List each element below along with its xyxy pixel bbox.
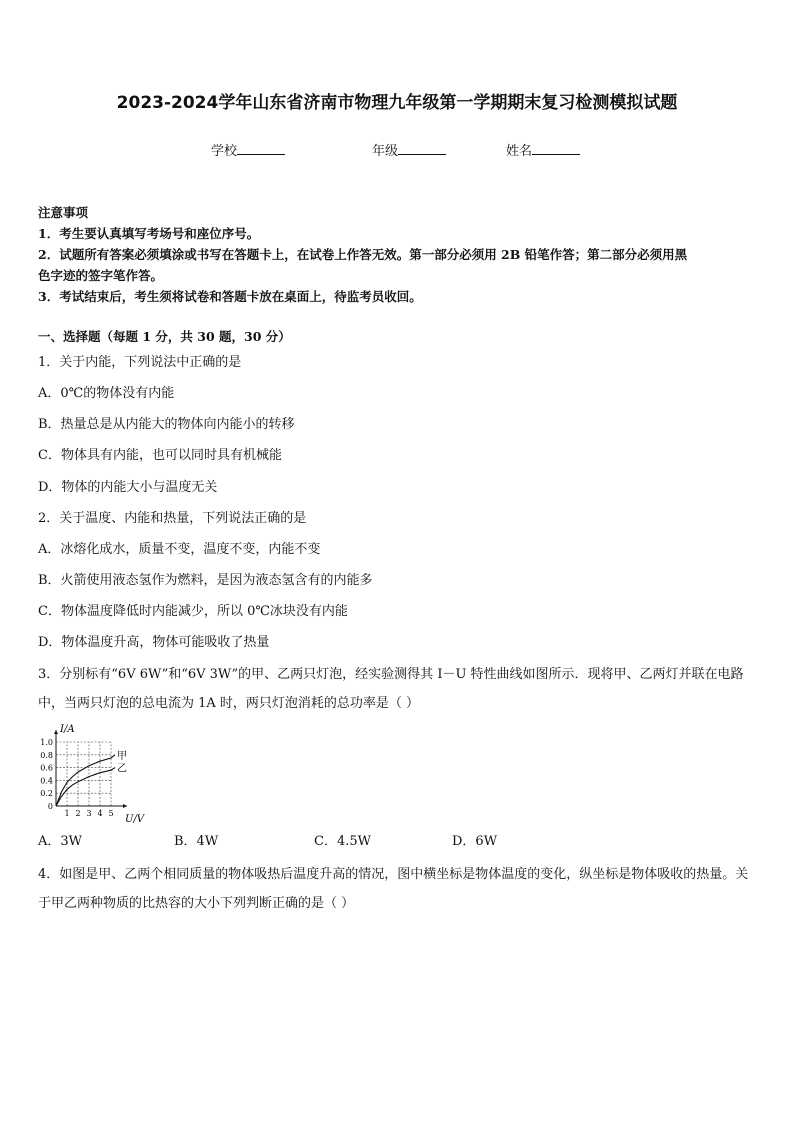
- grade-blank[interactable]: [398, 141, 446, 155]
- q1-stem: 1．关于内能，下列说法中正确的是: [38, 355, 242, 370]
- student-info-fields: [0, 140, 794, 160]
- name-blank[interactable]: [532, 141, 580, 155]
- notes-block: [38, 203, 760, 307]
- note-item-2-cont: 色字迹的签字笔作答。: [38, 268, 164, 283]
- note-item-1: 1．考生要认真填写考场号和座位序号。: [38, 226, 260, 241]
- q2-option-c[interactable]: C．物体温度降低时内能减少，所以 0℃冰块没有内能: [38, 604, 348, 619]
- y-tick-label-0.4: 0.4: [40, 776, 53, 786]
- y-axis-label: I/A: [60, 724, 75, 735]
- q1-option-c[interactable]: C．物体具有内能，也可以同时具有机械能: [38, 448, 282, 463]
- section-heading: 一、选择题（每题 1 分，共 30 题，30 分）: [38, 329, 291, 344]
- q2-option-d[interactable]: D．物体温度升高，物体可能吸收了热量: [38, 635, 270, 650]
- iu-chart: [36, 720, 156, 826]
- y-tick-label-0.6: 0.6: [40, 763, 53, 773]
- y-tick-label-1.0: 1.0: [40, 738, 53, 747]
- q3-option-a[interactable]: A．3W: [38, 834, 83, 849]
- x-tick-label-5: 5: [108, 809, 114, 818]
- q3-stem: 3．分别标有“6V 6W”和“6V 3W”的甲、乙两只灯泡，经实验测得其 I－U 特性曲线如图所示．现将甲、乙两灯并联在电路中，当两只灯泡的总电流为 1A 时，两只灯泡消耗的总功率是（ ）: [38, 667, 744, 711]
- x-axis-label: U/V: [125, 814, 145, 825]
- exam-title: 2023-2024学年山东省济南市物理九年级第一学期期末复习检测模拟试题: [116, 93, 678, 113]
- q2-option-a[interactable]: A．冰熔化成水，质量不变，温度不变，内能不变: [38, 542, 321, 557]
- grade-label: 年级: [372, 144, 399, 159]
- q3-option-c[interactable]: C．4.5W: [314, 834, 371, 849]
- y-tick-label-0.8: 0.8: [40, 750, 53, 760]
- name-field[interactable]: [506, 140, 580, 159]
- note-item-2: 2．试题所有答案必须填涂或书写在答题卡上，在试卷上作答无效。第一部分必须用 2B 铅笔作答；第二部分必须用黑: [38, 247, 688, 262]
- q1-option-a[interactable]: A．0℃的物体没有内能: [38, 386, 175, 401]
- grade-field[interactable]: [372, 140, 446, 159]
- name-label: 姓名: [506, 144, 533, 159]
- x-tick-label-4: 4: [97, 809, 103, 818]
- series-label-yi: 乙: [117, 763, 127, 775]
- x-axis-arrow: [123, 804, 127, 808]
- q3-option-b[interactable]: B．4W: [174, 834, 219, 849]
- school-label: 学校: [211, 144, 238, 159]
- x-tick-label-1: 1: [64, 809, 70, 818]
- x-tick-label-3: 3: [86, 809, 92, 818]
- q2-option-b[interactable]: B．火箭使用液态氢作为燃料，是因为液态氢含有的内能多: [38, 573, 373, 588]
- school-blank[interactable]: [237, 141, 285, 155]
- q1-option-d[interactable]: D．物体的内能大小与温度无关: [38, 480, 218, 495]
- series-label-jia: 甲: [117, 750, 127, 762]
- note-item-3: 3．考试结束后，考生须将试卷和答题卡放在桌面上，待监考员收回。: [38, 289, 422, 304]
- q1-option-b[interactable]: B．热量总是从内能大的物体向内能小的转移: [38, 417, 295, 432]
- y-tick-label-0: 0: [47, 802, 53, 811]
- y-tick-label-0.2: 0.2: [40, 789, 53, 799]
- q3-options: [38, 830, 738, 850]
- q2-stem: 2．关于温度、内能和热量，下列说法正确的是: [38, 511, 307, 526]
- notes-heading: 注意事项: [38, 205, 89, 220]
- school-field[interactable]: [211, 140, 285, 159]
- q4-stem: 4．如图是甲、乙两个相同质量的物体吸热后温度升高的情况，图中横坐标是物体温度的变化，纵坐标是物体吸收的热量。关于甲乙两种物质的比热容的大小下列判断正确的是（ ）: [38, 867, 749, 911]
- chart-grid: [56, 742, 111, 806]
- q3-option-d[interactable]: D．6W: [452, 834, 498, 849]
- x-tick-label-2: 2: [75, 809, 81, 818]
- y-axis-arrow: [54, 730, 58, 734]
